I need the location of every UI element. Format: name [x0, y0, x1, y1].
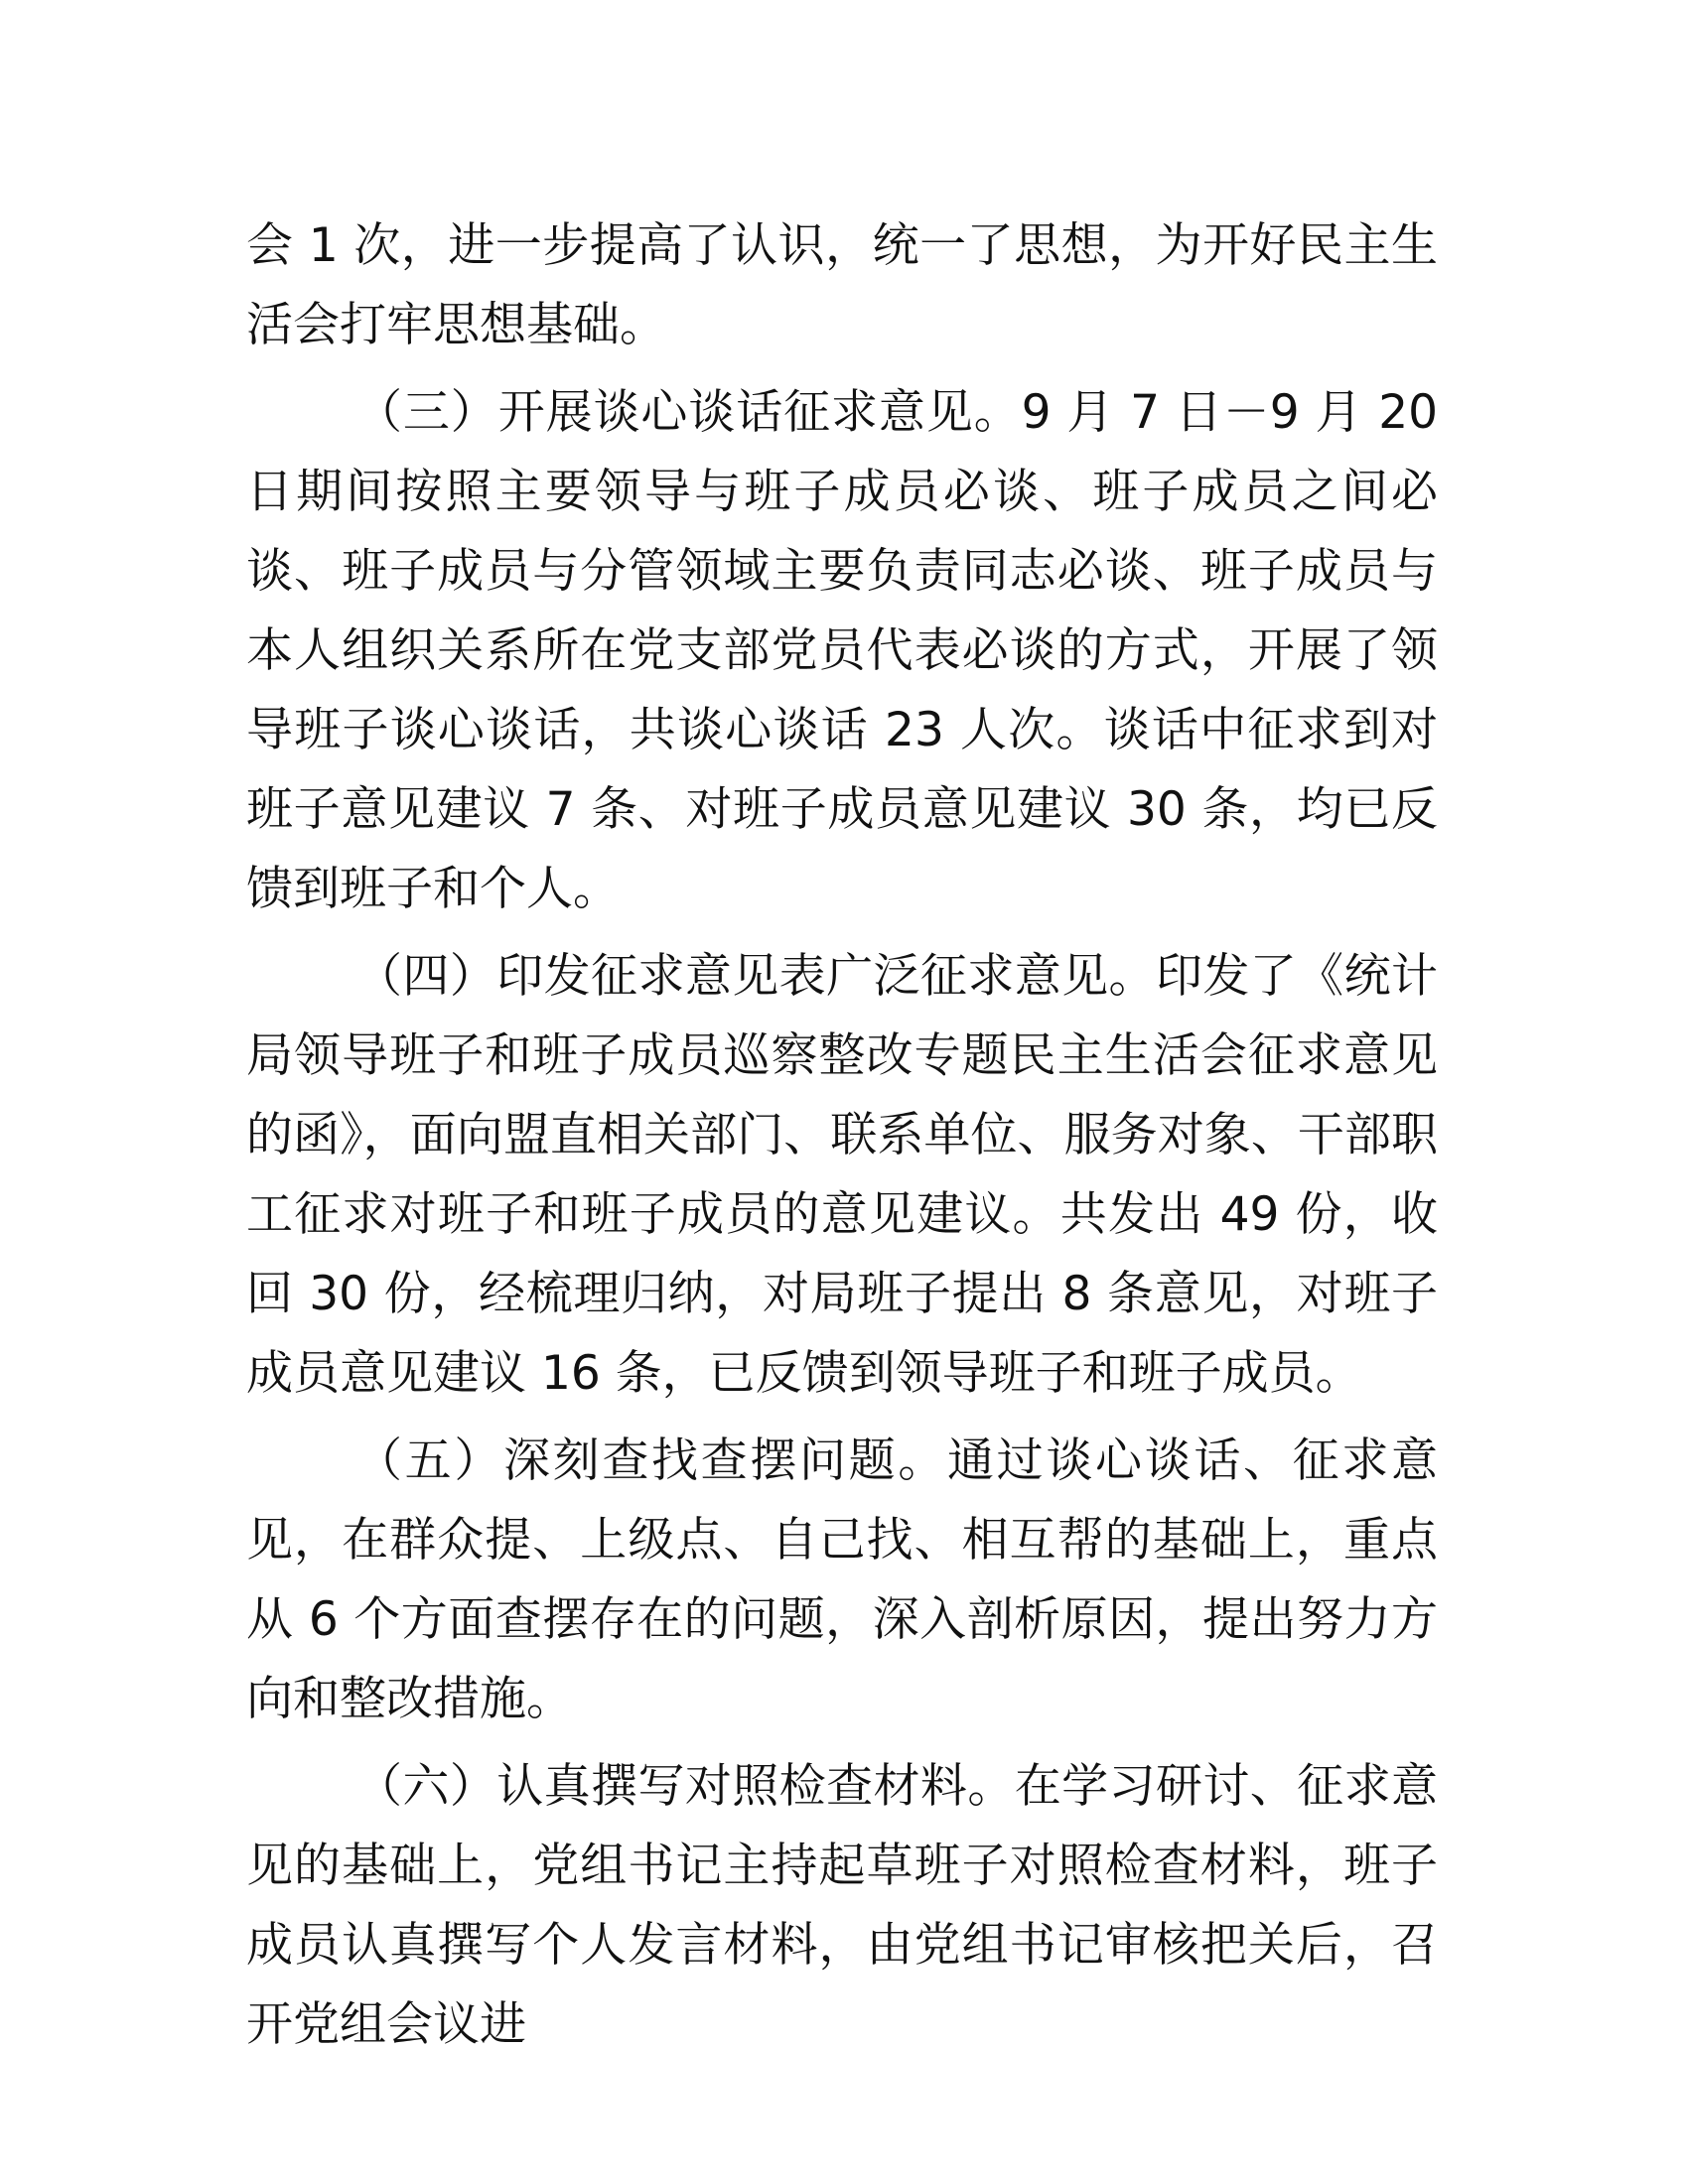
paragraph-section-4: （四）印发征求意见表广泛征求意见。印发了《统计局领导班子和班子成员巡察整改专题民主生活会征求意见的函》，面向盟直相关部门、联系单位、服务对象、干部职工征求对班子和班子成员的意见建议。共发出 49 份，收回 30 份，经梳理归纳，对局班子提出 8 条意见，对班子成员意见建议 16 条，已反馈到领导班子和班子成员。: [246, 949, 1438, 1401]
paragraph-section-5: （五）深刻查找查摆问题。通过谈心谈话、征求意见，在群众提、上级点、自己找、相互帮的基础上，重点从 6 个方面查摆存在的问题，深入剖析原因，提出努力方向和整改措施。: [246, 1433, 1438, 1726]
paragraph-continuation: 会 1 次，进一步提高了认识，统一了思想，为开好民主生活会打牢思想基础。: [246, 218, 1438, 352]
document-body: [246, 206, 1438, 2065]
paragraph-section-6: （六）认真撰写对照检查材料。在学习研讨、征求意见的基础上，党组书记主持起草班子对照检查材料，班子成员认真撰写个人发言材料，由党组书记审核把关后，召开党组会议进: [246, 1759, 1438, 2052]
paragraph-section-3: （三）开展谈心谈话征求意见。9 月 7 日－9 月 20 日期间按照主要领导与班子成员必谈、班子成员之间必谈、班子成员与分管领域主要负责同志必谈、班子成员与本人组织关系所在党支部党员代表必谈的方式，开展了领导班子谈心谈话，共谈心谈话 23 人次。谈话中征求到对班子意见建议 7 条、对班子成员意见建议 30 条，均已反馈到班子和个人。: [246, 385, 1438, 916]
